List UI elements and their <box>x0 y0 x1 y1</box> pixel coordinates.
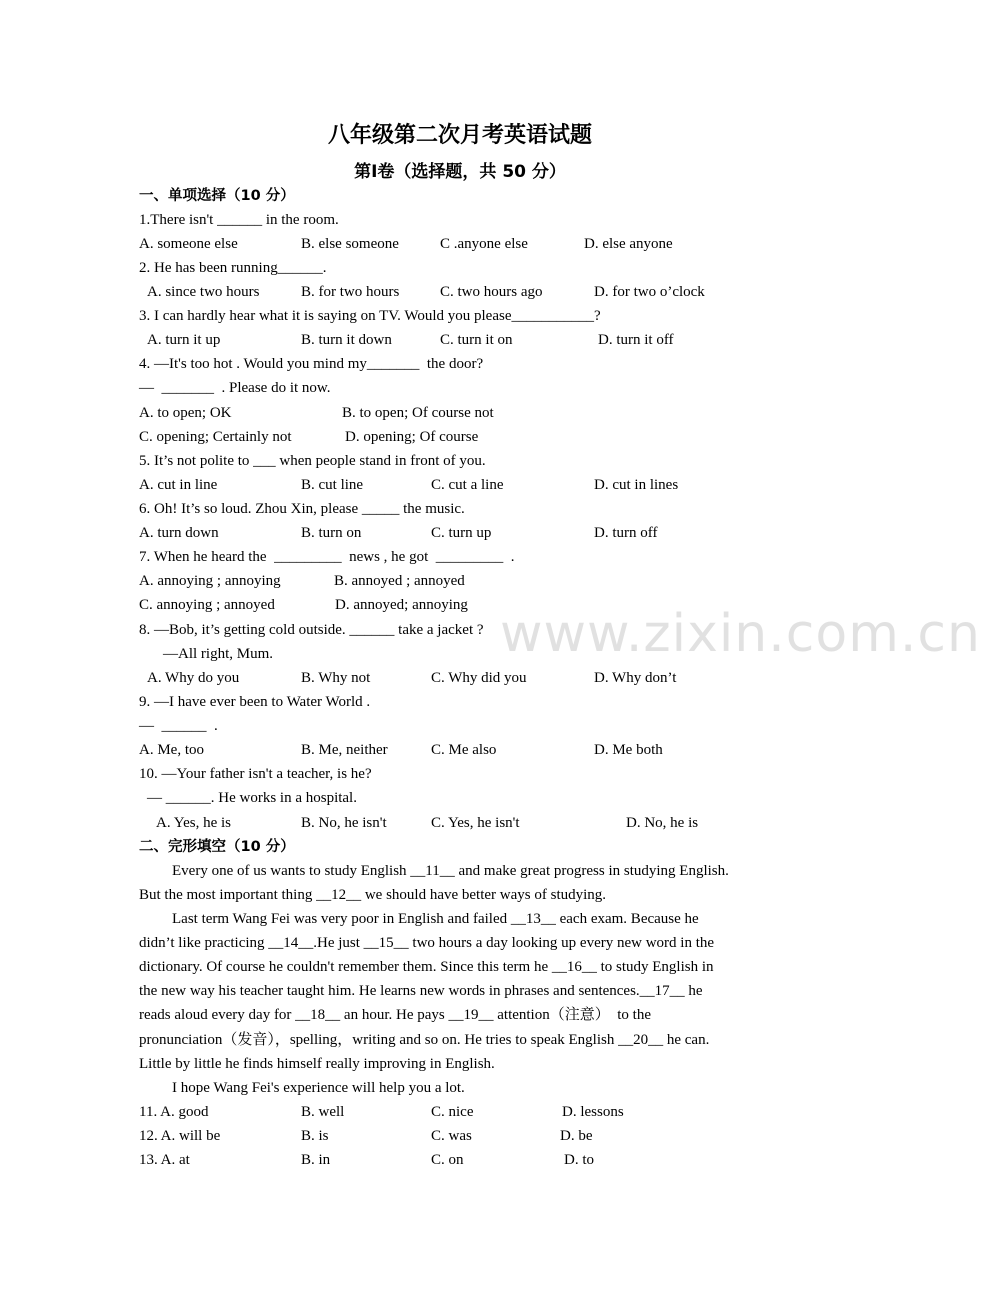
option-b: B. turn it down <box>301 332 392 348</box>
option-d: D. for two o’clock <box>594 284 705 300</box>
passage-line: Little by little he finds himself really improving in English. <box>139 1056 495 1072</box>
passage-line: dictionary. Of course he couldn't remember them. Since this term he __16__ to study English in <box>139 959 714 975</box>
option-c: C. nice <box>431 1104 474 1120</box>
option-b: B. to open; Of course not <box>342 405 494 421</box>
section-heading: 一、单项选择（10 分） <box>139 188 295 204</box>
watermark: www.zixin.com.cn <box>500 604 981 664</box>
option-c: C. annoying ; annoyed <box>139 597 275 613</box>
question-response: — ______ . <box>139 718 218 734</box>
passage-line: But the most important thing __12__ we should have better ways of studying. <box>139 887 607 903</box>
option-d: D. annoyed; annoying <box>335 597 468 613</box>
passage-line: pronunciation（发音），spelling，writing and so on. He tries to speak English __20__ he can. <box>139 1032 710 1048</box>
question-stem: 1.There isn't ______ in the room. <box>139 212 339 228</box>
option-a: A. cut in line <box>139 477 218 493</box>
option-d: D. No, he is <box>626 815 699 831</box>
option-d: D. else anyone <box>584 236 673 252</box>
option-a: A. since two hours <box>147 284 260 300</box>
option-c: C. Me also <box>431 742 497 758</box>
option-b: B. for two hours <box>301 284 400 300</box>
option-c: C. turn up <box>431 525 492 541</box>
question-stem: 8. —Bob, it’s getting cold outside. ______ take a jacket ? <box>139 622 484 638</box>
passage-line: the new way his teacher taught him. He learns new words in phrases and sentences.__17__ he <box>139 983 703 999</box>
passage-line: Last term Wang Fei was very poor in English and failed __13__ each exam. Because he <box>172 911 699 927</box>
option-d: D. Why don’t <box>594 670 677 686</box>
option-c: C. cut a line <box>431 477 504 493</box>
option-d: D. Me both <box>594 742 663 758</box>
option-c: C. two hours ago <box>440 284 543 300</box>
question-stem: 7. When he heard the _________ news , he got _________ . <box>139 549 515 565</box>
option-d: D. be <box>560 1128 593 1144</box>
option-c: C .anyone else <box>440 236 528 252</box>
option-d: D. cut in lines <box>594 477 679 493</box>
question-stem: 2. He has been running______. <box>139 260 327 276</box>
question-stem: 6. Oh! It’s so loud. Zhou Xin, please _____ the music. <box>139 501 465 517</box>
option-c: C. Why did you <box>431 670 527 686</box>
option-b: B. is <box>301 1128 329 1144</box>
option-d: D. to <box>564 1152 594 1168</box>
option-b: B. Why not <box>301 670 371 686</box>
option-a: 11. A. good <box>139 1104 209 1120</box>
option-b: B. Me, neither <box>301 742 388 758</box>
question-response: —All right, Mum. <box>163 646 274 662</box>
passage-line: I hope Wang Fei's experience will help you a lot. <box>172 1080 465 1096</box>
option-c: C. was <box>431 1128 472 1144</box>
option-a: A. annoying ; annoying <box>139 573 281 589</box>
option-a: A. to open; OK <box>139 405 232 421</box>
option-c: C. Yes, he isn't <box>431 815 520 831</box>
option-b: B. No, he isn't <box>301 815 387 831</box>
option-a: 12. A. will be <box>139 1128 221 1144</box>
option-a: A. turn it up <box>147 332 221 348</box>
option-b: B. cut line <box>301 477 364 493</box>
option-b: B. in <box>301 1152 331 1168</box>
question-stem: 5. It’s not polite to ___ when people stand in front of you. <box>139 453 486 469</box>
page-subtitle: 第Ⅰ卷（选择题，共 50 分） <box>354 162 566 182</box>
option-a: A. Yes, he is <box>156 815 232 831</box>
option-d: D. lessons <box>562 1104 624 1120</box>
page-title: 八年级第二次月考英语试题 <box>327 123 592 148</box>
passage-line: reads aloud every day for __18__ an hour. He pays __19__ attention（注意） to the <box>139 1007 651 1023</box>
passage-line: didn’t like practicing __14__.He just __15__ two hours a day looking up every new word in the <box>139 935 715 951</box>
section-heading: 二、完形填空（10 分） <box>139 839 295 855</box>
option-b: B. well <box>301 1104 345 1120</box>
option-b: B. annoyed ; annoyed <box>334 573 465 589</box>
option-a: A. turn down <box>139 525 219 541</box>
option-a: A. Why do you <box>147 670 240 686</box>
option-b: B. turn on <box>301 525 362 541</box>
option-c: C. on <box>431 1152 464 1168</box>
option-d: D. turn it off <box>598 332 674 348</box>
option-c: C. turn it on <box>440 332 513 348</box>
option-a: A. Me, too <box>139 742 204 758</box>
option-d: D. turn off <box>594 525 658 541</box>
passage-line: Every one of us wants to study English __11__ and make great progress in studying English. <box>172 863 729 879</box>
question-stem: 9. —I have ever been to Water World . <box>139 694 371 710</box>
question-response: — _______ . Please do it now. <box>139 380 331 396</box>
question-stem: 3. I can hardly hear what it is saying on TV. Would you please___________? <box>139 308 601 324</box>
option-a: 13. A. at <box>139 1152 190 1168</box>
option-d: D. opening; Of course <box>345 429 479 445</box>
question-stem: 10. —Your father isn't a teacher, is he? <box>139 766 372 782</box>
option-a: A. someone else <box>139 236 238 252</box>
question-stem: 4. —It's too hot . Would you mind my_______ the door? <box>139 356 484 372</box>
question-response: — ______. He works in a hospital. <box>147 790 357 806</box>
option-b: B. else someone <box>301 236 399 252</box>
option-c: C. opening; Certainly not <box>139 429 292 445</box>
